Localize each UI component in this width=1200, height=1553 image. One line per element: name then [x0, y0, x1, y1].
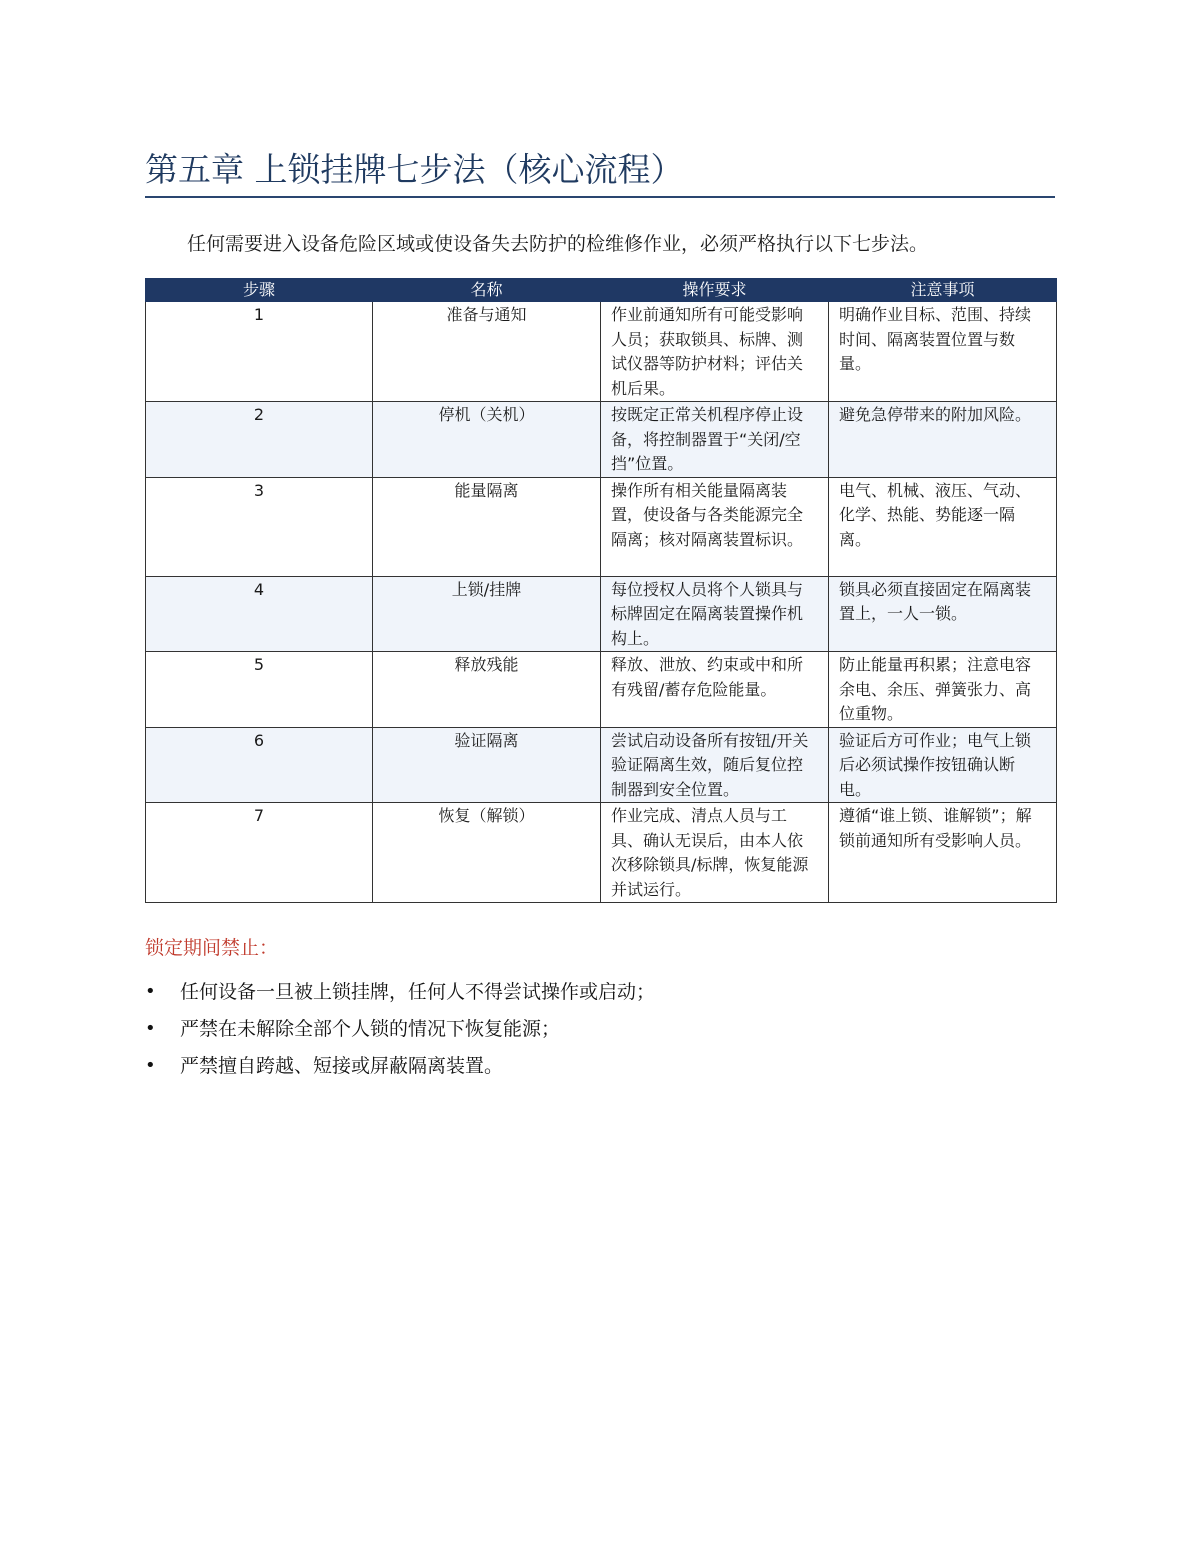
list-item-text: 任何设备一旦被上锁挂牌，任何人不得尝试操作或启动； [180, 981, 656, 1003]
title-divider [145, 196, 1055, 198]
step-number: 4 [146, 576, 373, 652]
bullet-icon: • [145, 981, 156, 1002]
list-item [145, 1050, 655, 1087]
step-number: 5 [146, 652, 373, 728]
table-row [146, 576, 1057, 652]
header-name: 名称 [373, 279, 601, 302]
step-requirement: 每位授权人员将个人锁具与标牌固定在隔离装置操作机构上。 [601, 576, 829, 652]
step-requirement: 操作所有相关能量隔离装置，使设备与各类能源完全隔离；核对隔离装置标识。 [601, 477, 829, 576]
table-row [146, 803, 1057, 903]
lockout-steps-table [145, 278, 1057, 903]
step-number: 3 [146, 477, 373, 576]
table-row [146, 652, 1057, 728]
table-row [146, 727, 1057, 803]
step-name: 准备与通知 [373, 302, 601, 402]
step-name: 释放残能 [373, 652, 601, 728]
list-item-text: 严禁擅自跨越、短接或屏蔽隔离装置。 [180, 1055, 504, 1077]
header-step: 步骤 [146, 279, 373, 302]
step-requirement: 按既定正常关机程序停止设备，将控制器置于“关闭/空挡”位置。 [601, 402, 829, 478]
table-row [146, 302, 1057, 402]
table-row [146, 477, 1057, 576]
step-note: 锁具必须直接固定在隔离装置上，一人一锁。 [829, 576, 1057, 652]
chapter-title: 第五章 上锁挂牌七步法（核心流程） [145, 150, 684, 189]
step-requirement: 作业完成、清点人员与工具、确认无误后，由本人依次移除锁具/标牌，恢复能源并试运行。 [601, 803, 829, 903]
list-item-text: 严禁在未解除全部个人锁的情况下恢复能源； [180, 1018, 561, 1040]
step-name: 上锁/挂牌 [373, 576, 601, 652]
header-requirement: 操作要求 [601, 279, 829, 302]
header-note: 注意事项 [829, 279, 1057, 302]
bullet-icon: • [145, 1055, 156, 1076]
step-requirement: 作业前通知所有可能受影响人员；获取锁具、标牌、测试仪器等防护材料；评估关机后果。 [601, 302, 829, 402]
table-header-row [146, 279, 1057, 302]
bullet-icon: • [145, 1018, 156, 1039]
prohibitions-list [145, 976, 655, 1087]
step-note: 防止能量再积累；注意电容余电、余压、弹簧张力、高位重物。 [829, 652, 1057, 728]
step-note: 遵循“谁上锁、谁解锁”；解锁前通知所有受影响人员。 [829, 803, 1057, 903]
step-number: 6 [146, 727, 373, 803]
step-note: 明确作业目标、范围、持续时间、隔离装置位置与数量。 [829, 302, 1057, 402]
list-item [145, 976, 655, 1013]
step-note: 电气、机械、液压、气动、化学、热能、势能逐一隔离。 [829, 477, 1057, 576]
step-name: 能量隔离 [373, 477, 601, 576]
list-item [145, 1013, 655, 1050]
intro-paragraph: 任何需要进入设备危险区域或使设备失去防护的检维修作业，必须严格执行以下七步法。 [187, 233, 929, 255]
step-requirement: 尝试启动设备所有按钮/开关验证隔离生效，随后复位控制器到安全位置。 [601, 727, 829, 803]
step-name: 恢复（解锁） [373, 803, 601, 903]
step-note: 避免急停带来的附加风险。 [829, 402, 1057, 478]
prohibitions-heading: 锁定期间禁止： [145, 937, 279, 959]
step-number: 7 [146, 803, 373, 903]
step-name: 停机（关机） [373, 402, 601, 478]
step-requirement: 释放、泄放、约束或中和所有残留/蓄存危险能量。 [601, 652, 829, 728]
step-number: 2 [146, 402, 373, 478]
step-name: 验证隔离 [373, 727, 601, 803]
step-note: 验证后方可作业；电气上锁后必须试操作按钮确认断电。 [829, 727, 1057, 803]
table-row [146, 402, 1057, 478]
step-number: 1 [146, 302, 373, 402]
